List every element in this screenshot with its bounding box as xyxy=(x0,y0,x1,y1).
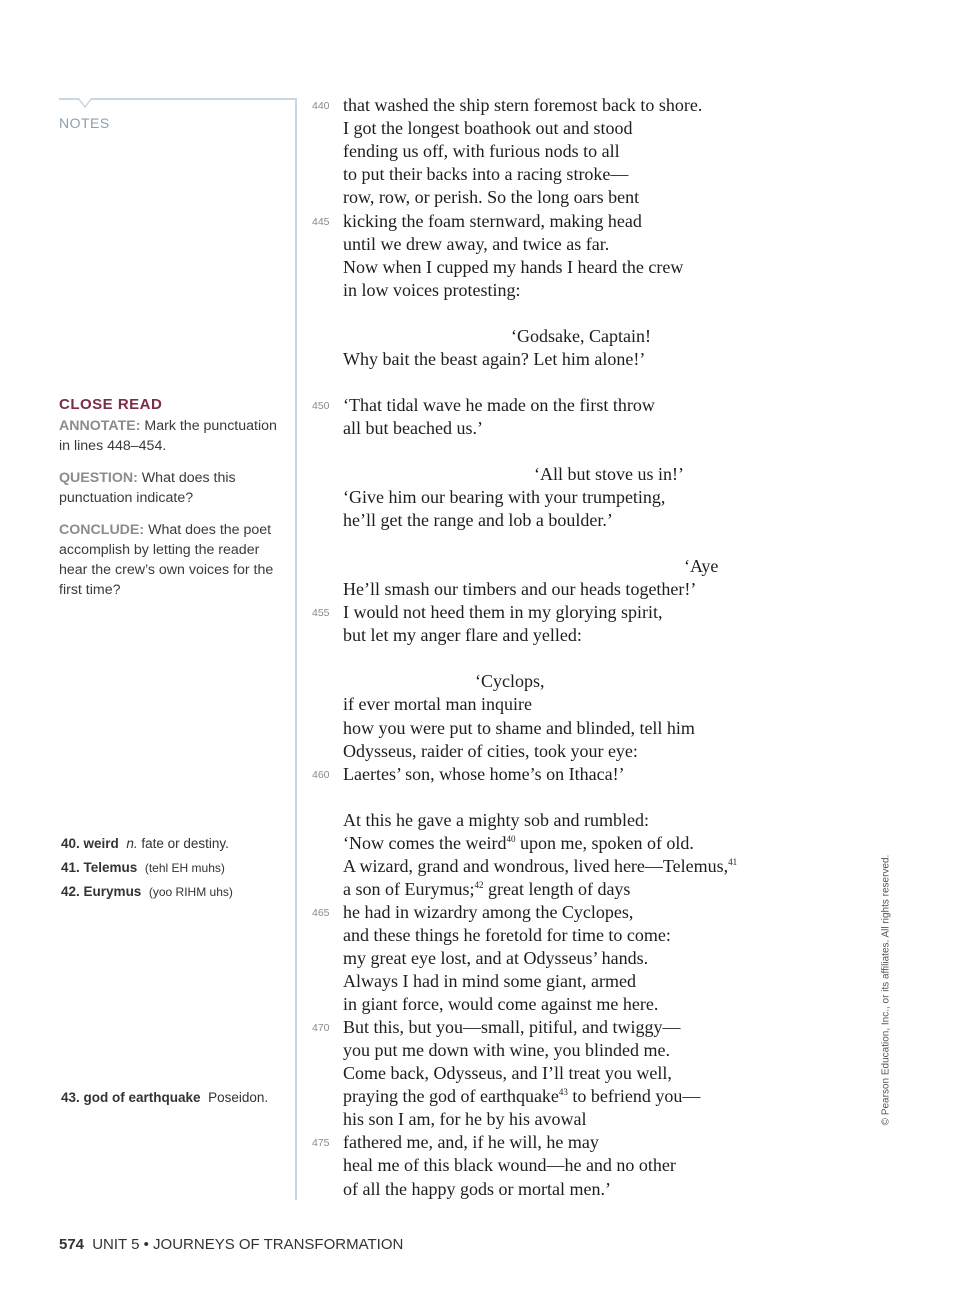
gloss-num: 42. xyxy=(61,884,80,899)
question-keyword: QUESTION: xyxy=(59,470,138,486)
poem-text: ‘Now comes the weird xyxy=(343,833,507,853)
poem-line: if ever mortal man inquire xyxy=(343,694,532,714)
poem-line: Why bait the beast again? Let him alone!’ xyxy=(343,349,646,369)
line-number: 455 xyxy=(312,607,330,619)
close-read-conclude xyxy=(59,520,284,600)
gloss-term: Eurymus xyxy=(83,884,142,899)
poem-line: kicking the foam sternward, making head xyxy=(343,211,642,231)
gloss-42 xyxy=(61,884,233,899)
poem-text: to befriend you— xyxy=(567,1086,701,1106)
poem-line: but let my anger flare and yelled: xyxy=(343,625,582,645)
poem-line: until we drew away, and twice as far. xyxy=(343,234,610,254)
poem-line: his son I am, for he by his avowal xyxy=(343,1109,587,1129)
poem-line: of all the happy gods or mortal men.’ xyxy=(343,1179,611,1199)
poem-line: fathered me, and, if he will, he may xyxy=(343,1132,599,1152)
gloss-pos: n. xyxy=(126,836,138,851)
poem-text: a son of Eurymus; xyxy=(343,879,475,899)
poem-line: and these things he foretold for time to come: xyxy=(343,925,671,945)
question-text: What does this punctuation indicate? xyxy=(59,470,236,506)
poem-line: heal me of this black wound—he and no other xyxy=(343,1155,676,1175)
gloss-term: god of earthquake xyxy=(83,1090,201,1105)
notes-label: NOTES xyxy=(59,115,110,131)
poem-line: in giant force, would come against me here. xyxy=(343,994,659,1014)
poem-line: I got the longest boathook out and stood xyxy=(343,118,633,138)
poem-text: great length of days xyxy=(483,879,631,899)
poem-line: Now when I cupped my hands I heard the crew xyxy=(343,257,684,277)
poem-line: to put their backs into a racing stroke— xyxy=(343,164,629,184)
poem-line: that washed the ship stern foremost back to shore. xyxy=(343,95,703,115)
conclude-text: What does the poet accomplish by letting the reader hear the crew’s own voices for the first time? xyxy=(59,522,274,598)
poem-line: fending us off, with furious nods to all xyxy=(343,141,620,161)
poem-line: all but beached us.’ xyxy=(343,418,483,438)
poem-line xyxy=(343,878,630,901)
poem-line xyxy=(343,832,694,855)
poem-line-dialogue: ‘Cyclops, xyxy=(475,671,545,691)
line-number: 440 xyxy=(312,100,330,112)
gloss-num: 41. xyxy=(61,860,80,875)
notes-top-rule xyxy=(59,98,295,100)
poem-line xyxy=(343,855,737,878)
gloss-term: Telemus xyxy=(83,860,138,875)
poem-line: he’ll get the range and lob a boulder.’ xyxy=(343,510,613,530)
poem-line: Odysseus, raider of cities, took your eye: xyxy=(343,741,638,761)
poem-line: he had in wizardry among the Cyclopes, xyxy=(343,902,634,922)
gloss-43 xyxy=(61,1090,268,1105)
close-read-question xyxy=(59,468,284,508)
footnote-mark: 42 xyxy=(474,880,484,890)
gloss-def: fate or destiny. xyxy=(141,836,229,851)
line-number: 460 xyxy=(312,769,330,781)
poem-text: A wizard, grand and wondrous, lived here—Telemus, xyxy=(343,856,729,876)
gloss-term: weird xyxy=(83,836,119,851)
line-number: 465 xyxy=(312,907,330,919)
poem-line: row, row, or perish. So the long oars bent xyxy=(343,187,640,207)
close-read-annotate xyxy=(59,416,284,456)
poem-line: you put me down with wine, you blinded me. xyxy=(343,1040,670,1060)
page-footer xyxy=(59,1236,403,1253)
poem-line: At this he gave a mighty sob and rumbled: xyxy=(343,810,649,830)
conclude-keyword: CONCLUDE: xyxy=(59,522,145,538)
poem-line: He’ll smash our timbers and our heads together!’ xyxy=(343,579,697,599)
gloss-pronunciation: (tehl EH muhs) xyxy=(144,861,225,875)
poem-text: upon me, spoken of old. xyxy=(515,833,694,853)
line-number: 470 xyxy=(312,1022,330,1034)
poem-line: my great eye lost, and at Odysseus’ hands. xyxy=(343,948,649,968)
annotate-text: Mark the punctuation in lines 448–454. xyxy=(59,418,277,454)
gloss-40 xyxy=(61,836,229,851)
poem-line: Laertes’ son, whose home’s on Ithaca!’ xyxy=(343,764,625,784)
poem-line xyxy=(343,1085,700,1108)
poem-line: in low voices protesting: xyxy=(343,280,521,300)
footnote-mark: 40 xyxy=(506,834,516,844)
page-number: 574 xyxy=(59,1236,85,1253)
column-divider xyxy=(295,98,297,1200)
poem-line-dialogue: ‘All but stove us in!’ xyxy=(534,464,684,484)
gloss-41 xyxy=(61,860,225,875)
footnote-mark: 43 xyxy=(558,1087,568,1097)
gloss-num: 43. xyxy=(61,1090,80,1105)
gloss-pronunciation: (yoo RIHM uhs) xyxy=(148,885,233,899)
poem-line: But this, but you—small, pitiful, and twiggy— xyxy=(343,1017,681,1037)
gloss-def: Poseidon. xyxy=(208,1090,269,1105)
footer-unit-title: UNIT 5 • JOURNEYS OF TRANSFORMATION xyxy=(92,1236,404,1253)
line-number: 475 xyxy=(312,1137,330,1149)
gloss-num: 40. xyxy=(61,836,80,851)
poem-line: I would not heed them in my glorying spirit, xyxy=(343,602,663,622)
poem-line: ‘That tidal wave he made on the first throw xyxy=(343,395,655,415)
annotate-keyword: ANNOTATE: xyxy=(59,418,141,434)
poem-line-dialogue: ‘Godsake, Captain! xyxy=(511,326,651,346)
poem-text: praying the god of earthquake xyxy=(343,1086,559,1106)
notes-notch-icon xyxy=(78,98,92,112)
line-number: 445 xyxy=(312,216,330,228)
copyright-notice: © Pearson Education, Inc., or its affiliates. All rights reserved. xyxy=(880,854,892,1126)
poem-line: ‘Give him our bearing with your trumpeting, xyxy=(343,487,666,507)
poem-line: Come back, Odysseus, and I’ll treat you well, xyxy=(343,1063,672,1083)
close-read-title: CLOSE READ xyxy=(59,396,163,413)
poem-line-dialogue: ‘Aye xyxy=(684,556,719,576)
line-number: 450 xyxy=(312,400,330,412)
poem-line: how you were put to shame and blinded, tell him xyxy=(343,718,695,738)
footnote-mark: 41 xyxy=(728,857,738,867)
poem-line: Always I had in mind some giant, armed xyxy=(343,971,636,991)
